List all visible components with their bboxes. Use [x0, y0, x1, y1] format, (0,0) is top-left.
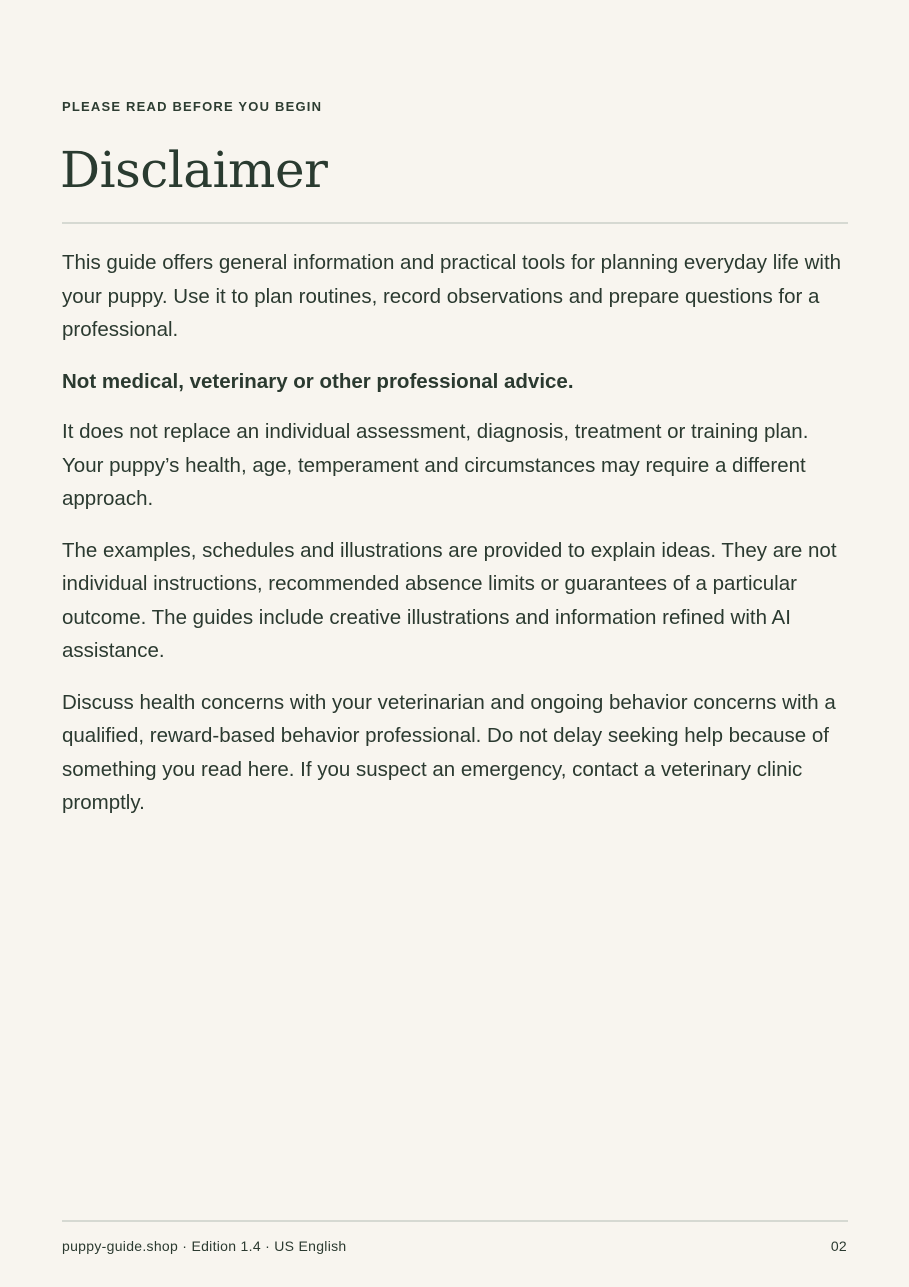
disclaimer-body [62, 246, 848, 838]
intro-paragraph: This guide offers general information and practical tools for planning everyday life with your puppy. Use it to plan routines, record observations and prepare questions for a professional. [62, 251, 842, 341]
section-eyebrow: PLEASE READ BEFORE YOU BEGIN [62, 99, 323, 114]
title-divider [62, 222, 848, 224]
assessment-paragraph: It does not replace an individual assessment, diagnosis, treatment or training plan. Your puppy’s health, age, temperament and circumstances may require a different approach. [62, 420, 809, 510]
advice-notice: Not medical, veterinary or other professional advice. [62, 369, 574, 393]
page-title: Disclaimer [60, 141, 328, 199]
professional-help-paragraph: Discuss health concerns with your veterinarian and ongoing behavior concerns with a qualified, reward-based behavior professional. Do not delay seeking help because of something you read here. If you suspect an emergency, contact a veterinary clinic promptly. [62, 690, 836, 814]
footer-source: puppy-guide.shop · Edition 1.4 · US English [62, 1238, 347, 1254]
document-page [62, 0, 848, 1287]
page-number: 02 [830, 1238, 847, 1254]
footer-divider [62, 1220, 848, 1222]
examples-paragraph: The examples, schedules and illustrations are provided to explain ideas. They are not individual instructions, recommended absence limits or guarantees of a particular outcome. The guides include creative illustrations and information refined with AI assistance. [62, 538, 837, 662]
